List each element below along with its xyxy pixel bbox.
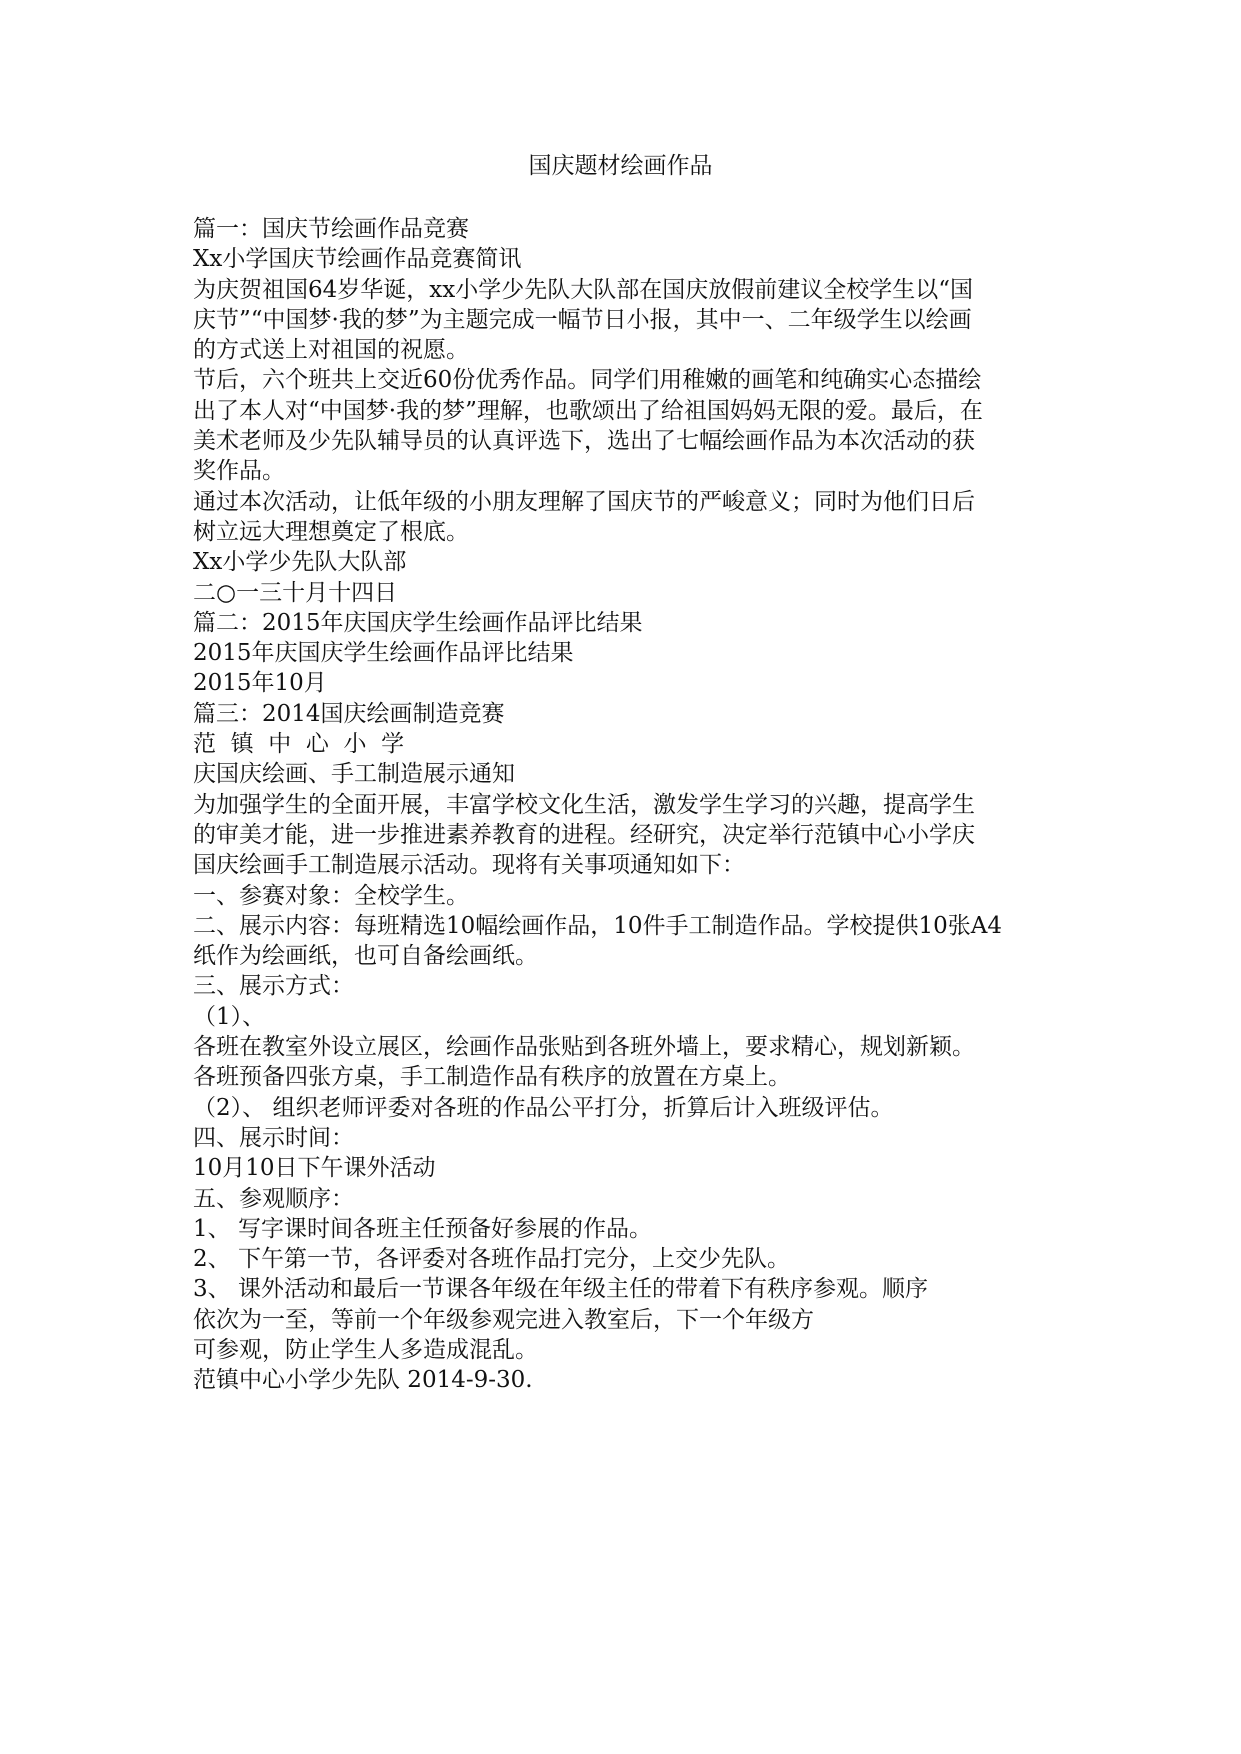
text-line: 为加强学生的全面开展，丰富学校文化生活，激发学生学习的兴趣，提高学生 [193,791,975,818]
text-line: 节后，六个班共上交近60份优秀作品。同学们用稚嫩的画笔和纯确实心态描绘 [193,367,982,394]
text-line: 奖作品。 [193,458,285,485]
text-line: 为庆贺祖国64岁华诞，xx小学少先队大队部在国庆放假前建议全校学生以“国 [193,276,973,303]
text-line: 篇二：2015年庆国庆学生绘画作品评比结果 [193,609,643,636]
text-line: 2015年庆国庆学生绘画作品评比结果 [193,640,574,667]
text-line: 树立远大理想奠定了根底。 [193,518,469,545]
text-line: 篇三：2014国庆绘画制造竞赛 [193,700,505,727]
text-line: 二、展示内容：每班精选10幅绘画作品，10件手工制造作品。学校提供10张A4 [193,912,1003,939]
text-line: 3、 课外活动和最后一节课各年级在年级主任的带着下有秩序参观。顺序 [193,1276,928,1303]
text-line: 通过本次活动，让低年级的小朋友理解了国庆节的严峻意义；同时为他们日后 [193,488,975,515]
text-line: 的审美才能，进一步推进素养教育的进程。经研究，决定举行范镇中心小学庆 [193,821,975,848]
document-body [193,214,1053,1396]
document-title: 国庆题材绘画作品 [528,153,713,179]
text-line: 1、 写字课时间各班主任预备好参展的作品。 [193,1215,652,1242]
text-line: 范镇中心小学少先队 2014-9-30. [193,1367,533,1394]
text-line: 各班预备四张方桌，手工制造作品有秩序的放置在方桌上。 [193,1064,791,1091]
text-line: 国庆绘画手工制造展示活动。现将有关事项通知如下： [193,852,745,879]
text-line: （1）、 [193,1003,266,1030]
text-line: 美术老师及少先队辅导员的认真评选下，选出了七幅绘画作品为本次活动的获 [193,428,975,455]
text-line: 篇一：国庆节绘画作品竞赛 [193,216,469,242]
text-line: 2、 下午第一节，各评委对各班作品打完分，上交少先队。 [193,1246,790,1273]
text-line: 纸作为绘画纸，也可自备绘画纸。 [193,943,538,970]
text-line: （2）、 组织老师评委对各班的作品公平打分，折算后计入班级评估。 [193,1094,894,1121]
text-line: 各班在教室外设立展区，绘画作品张贴到各班外墙上，要求精心，规划新颖。 [193,1034,975,1061]
text-line: 四、展示时间： [193,1124,354,1151]
text-line: 一、参赛对象：全校学生。 [193,882,469,909]
text-line: 2015年10月 [193,670,327,697]
text-line: 可参观，防止学生人多造成混乱。 [193,1336,538,1363]
text-line: 庆国庆绘画、手工制造展示通知 [193,761,515,788]
text-line: 范 镇 中 心 小 学 [193,731,405,758]
text-line: 五、参观顺序： [193,1185,354,1212]
text-line: 二○一三十月十四日 [193,579,398,606]
text-line: 的方式送上对祖国的祝愿。 [193,337,469,364]
text-line: 出了本人对“中国梦·我的梦”理解，也歌颂出了给祖国妈妈无限的爱。最后，在 [193,397,983,424]
text-line: 庆节”“中国梦·我的梦”为主题完成一幅节日小报，其中一、二年级学生以绘画 [193,306,972,333]
text-line: 依次为一至，等前一个年级参观完进入教室后，下一个年级方 [193,1306,814,1333]
text-line: 10月10日下午课外活动 [193,1155,436,1182]
text-line: 三、展示方式： [193,973,354,1000]
text-line: Xx小学少先队大队部 [193,549,407,576]
text-line: Xx小学国庆节绘画作品竞赛简讯 [193,246,522,273]
